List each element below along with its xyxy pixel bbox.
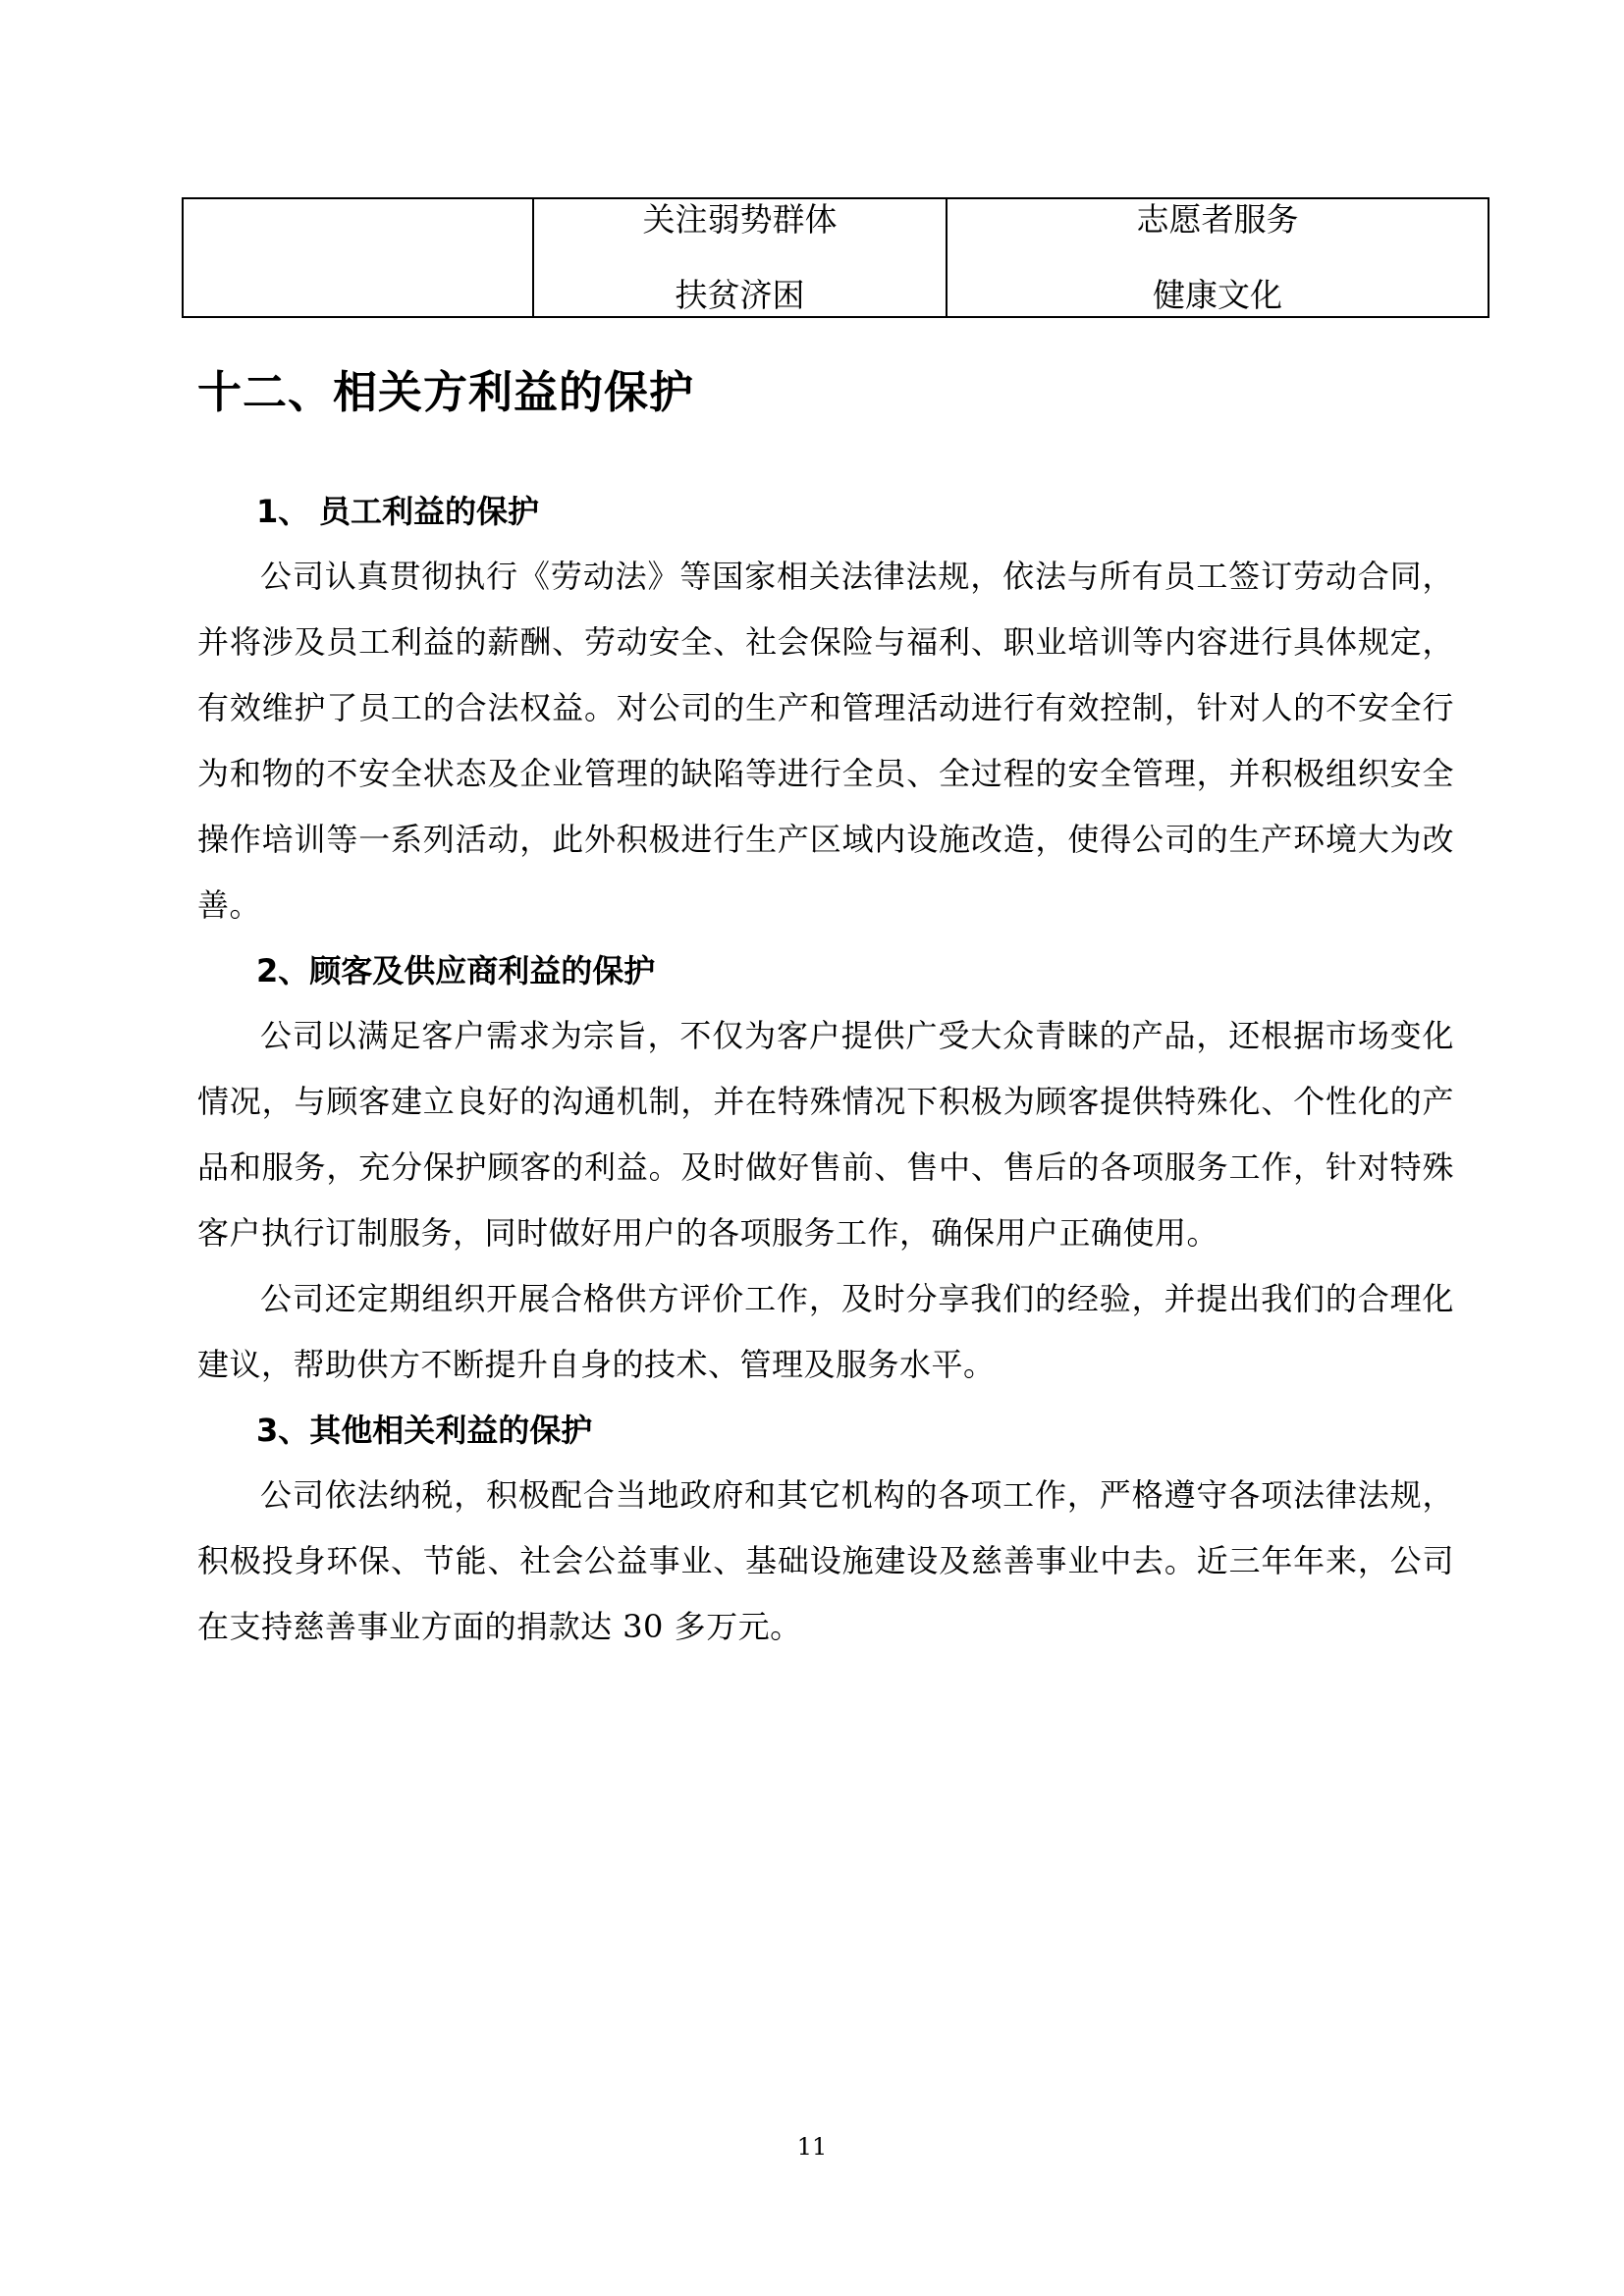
paragraph: 公司认真贯彻执行《劳动法》等国家相关法律法规，依法与所有员工签订劳动合同，并将涉及员工利益的薪酬、劳动安全、社会保险与福利、职业培训等内容进行具体规定，有效维护了员工的合法权益。对公司的生产和管理活动进行有效控制，针对人的不安全行为和物的不安全状态及企业管理的缺陷等进行全员、全过程的安全管理，并积极组织安全操作培训等一系列活动，此外积极进行生产区域内设施改造，使得公司的生产环境大为改善。 xyxy=(197,558,1454,924)
paragraph: 公司依法纳税，积极配合当地政府和其它机构的各项工作，严格遵守各项法律法规，积极投身环保、节能、社会公益事业、基础设施建设及慈善事业中去。近三年年来，公司在支持慈善事业方面的捐款达 30 多万元。 xyxy=(197,1476,1454,1645)
paragraph: 公司以满足客户需求为宗旨，不仅为客户提供广受大众青睐的产品，还根据市场变化情况，与顾客建立良好的沟通机制，并在特殊情况下积极为顾客提供特殊化、个性化的产品和服务，充分保护顾客的利益。及时做好售前、售中、售后的各项服务工作，针对特殊客户执行订制服务，同时做好用户的各项服务工作，确保用户正确使用。 xyxy=(197,1017,1454,1252)
table-cell xyxy=(947,198,1489,317)
subsection-number: 2、 xyxy=(256,952,310,989)
cell-line: 志愿者服务 xyxy=(1136,200,1299,239)
subsection-heading xyxy=(197,938,1454,1003)
page-number: 11 xyxy=(796,2133,828,2161)
table-cell-empty xyxy=(183,198,533,317)
subsection-title: 其他相关利益的保护 xyxy=(309,1412,593,1449)
table-row xyxy=(183,198,1489,317)
cell-line: 关注弱势群体 xyxy=(642,200,838,239)
subsection-heading xyxy=(197,1398,1454,1463)
subsection-number: 1、 xyxy=(256,493,310,530)
cell-line: 扶贫济困 xyxy=(675,276,805,314)
paragraph: 公司还定期组织开展合格供方评价工作，及时分享我们的经验，并提出我们的合理化建议，帮助供方不断提升自身的技术、管理及服务水平。 xyxy=(197,1280,1454,1383)
continued-table xyxy=(182,197,1489,318)
cell-line: 健康文化 xyxy=(1153,276,1282,314)
section-content xyxy=(197,479,1454,1660)
subsection-title: 员工利益的保护 xyxy=(319,493,540,530)
subsection-title: 顾客及供应商利益的保护 xyxy=(309,952,656,989)
subsection-heading xyxy=(197,479,1454,544)
section-title: 十二、相关方利益的保护 xyxy=(197,366,695,418)
subsection-number: 3、 xyxy=(256,1412,310,1449)
cell-line xyxy=(184,199,532,201)
table-cell xyxy=(533,198,947,317)
cell-line xyxy=(184,314,532,316)
